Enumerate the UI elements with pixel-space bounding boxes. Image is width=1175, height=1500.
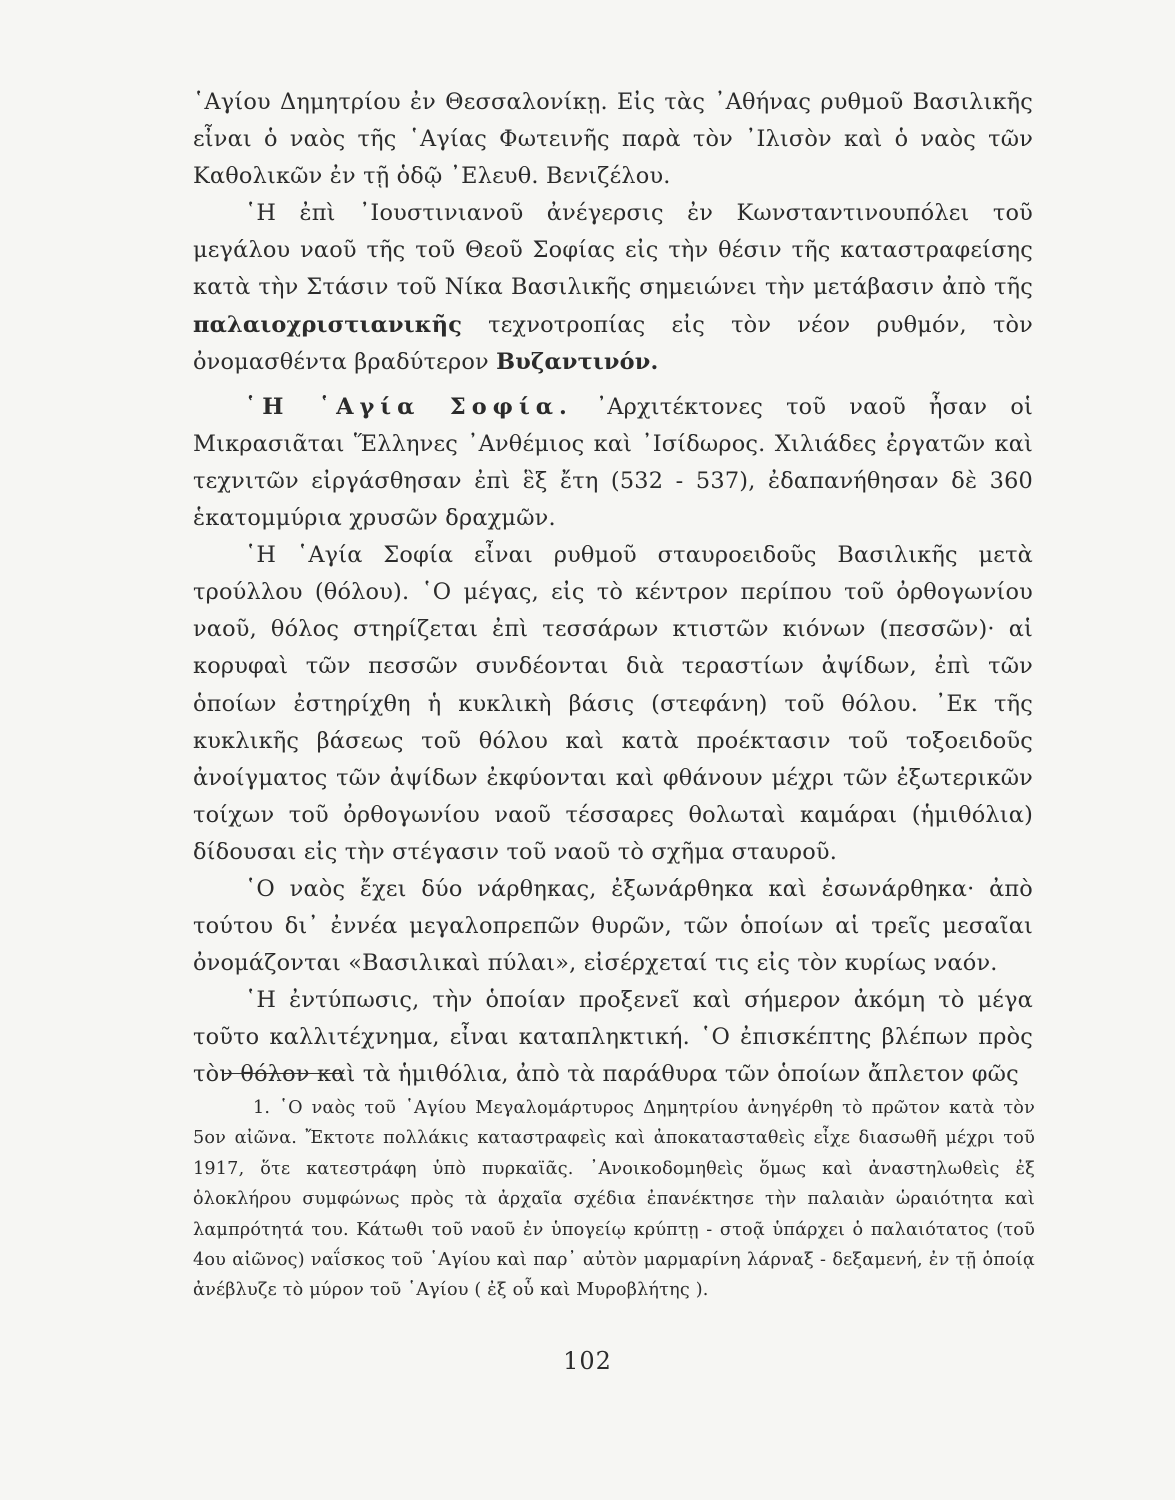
- paragraph-2-text-a: ῾Η ἐπὶ ᾿Ιουστινιανοῦ ἀνέγερσις ἐν Κωνσταντινουπόλει τοῦ μεγάλου ναοῦ τῆς τοῦ Θεοῦ Σοφίας εἰς τὴν θέσιν τῆς καταστραφείσης κατὰ τὴν Στάσιν τοῦ Νίκα Βασιλικῆς σημειώνει τὴν μετάβασιν ἀπὸ τῆς: [193, 200, 1033, 301]
- paragraph-1: [193, 84, 1033, 195]
- paragraph-2-bold-term-2: Βυζαντινόν.: [496, 348, 659, 375]
- paragraph-5-text: ῾Ο ναὸς ἔχει δύο νάρθηκας, ἐξωνάρθηκα καὶ ἐσωνάρθηκα· ἀπὸ τούτου δι᾿ ἐννέα μεγαλοπρεπῶν θυρῶν, τῶν ὁποίων αἱ τρεῖς μεσαῖαι ὀνομάζονται «Βασιλικαὶ πύλαι», εἰσέρχεταί τις εἰς τὸν κυρίως ναόν.: [193, 875, 1033, 977]
- paragraph-3-text: ᾿Αρχιτέκτονες τοῦ ναοῦ ἦσαν οἱ Μικρασιᾶται Ἕλληνες ᾿Ανθέμιος καὶ ᾿Ισίδωρος. Χιλιάδες ἐργατῶν καὶ τεχνιτῶν εἰργάσθησαν ἐπὶ ἓξ ἔτη (532 - 537), ἐδαπανήθησαν δὲ 360 ἑκατομμύρια χρυσῶν δραχμῶν.: [193, 393, 1033, 532]
- paragraph-5: [193, 871, 1033, 982]
- paragraph-6: [193, 982, 1033, 1093]
- footnote-divider: [222, 1073, 344, 1074]
- paragraph-4: [193, 537, 1033, 871]
- page-number: 102: [563, 1347, 612, 1375]
- paragraph-2: [193, 195, 1033, 380]
- paragraph-2-bold-term-1: παλαιοχριστιανικῆς: [193, 311, 463, 338]
- paragraph-3: [193, 389, 1033, 537]
- footnotes: [193, 1093, 1035, 1306]
- paragraph-1-text: ῾Αγίου Δημητρίου ἐν Θεσσαλονίκῃ. Εἰς τὰς ᾿Αθήνας ρυθμοῦ Βασιλικῆς εἶναι ὁ ναὸς τῆς ῾Αγίας Φωτεινῆς παρὰ τὸν ᾿Ιλισὸν καὶ ὁ ναὸς τῶν Καθολικῶν ἐν τῇ ὁδῷ ᾿Ελευθ. Βενιζέλου.: [193, 89, 1033, 190]
- paragraph-6-text: ῾Η ἐντύπωσις, τὴν ὁποίαν προξενεῖ καὶ σήμερον ἀκόμη τὸ μέγα τοῦτο καλλιτέχνημα, εἶναι καταπληκτική. ῾Ο ἐπισκέπτης βλέπων πρὸς τὸν θόλον καὶ τὰ ἡμιθόλια, ἀπὸ τὰ παράθυρα τῶν ὁποίων ἄπλετον φῶς: [193, 987, 1033, 1088]
- footnote-1: 1. ῾Ο ναὸς τοῦ ῾Αγίου Μεγαλομάρτυρος Δημητρίου ἀνηγέρθη τὸ πρῶτον κατὰ τὸν 5ον αἰῶνα. Ἔκτοτε πολλάκις καταστραφεὶς καὶ ἀποκατασταθεὶς εἶχε διασωθῆ μέχρι τοῦ 1917, ὅτε κατεστράφη ὑπὸ πυρκαϊᾶς. ᾿Ανοικοδομηθεὶς ὅμως καὶ ἀναστηλωθεὶς ἐξ ὁλοκλήρου συμφώνως πρὸς τὰ ἀρχαῖα σχέδια ἐπανέκτησε τὴν παλαιὰν ὡραιότητα καὶ λαμπρότητά του. Κάτωθι τοῦ ναοῦ ἐν ὑπογείῳ κρύπτῃ - στοᾷ ὑπάρχει ὁ παλαιότατος (τοῦ 4ου αἰῶνος) ναΐσκος τοῦ ῾Αγίου καὶ παρ᾿ αὐτὸν μαρμαρίνη λάρναξ - δεξαμενή, ἐν τῇ ὁποίᾳ ἀνέβλυζε τὸ μύρον τοῦ ῾Αγίου ( ἐξ οὗ καὶ Μυροβλήτης ).: [193, 1098, 1035, 1301]
- paragraph-2-text-b: τεχνοτροπίας εἰς τὸν νέον ρυθμόν, τὸν ὀνομασθέντα βραδύτερον: [193, 311, 1033, 375]
- section-heading-agia-sofia: ῾Η ῾Αγία Σοφία.: [245, 393, 573, 420]
- main-text: [193, 84, 1033, 1094]
- paragraph-4-text: ῾Η ῾Αγία Σοφία εἶναι ρυθμοῦ σταυροειδοῦς Βασιλικῆς μετὰ τρούλλου (θόλου). ῾Ο μέγας, εἰς τὸ κέντρον περίπου τοῦ ὀρθογωνίου ναοῦ, θόλος στηρίζεται ἐπὶ τεσσάρων κτιστῶν κιόνων (πεσσῶν)· αἱ κορυφαὶ τῶν πεσσῶν συνδέονται διὰ τεραστίων ἀψίδων, ἐπὶ τῶν ὁποίων ἐστηρίχθη ἡ κυκλικὴ βάσις (στεφάνη) τοῦ θόλου. ᾿Εκ τῆς κυκλικῆς βάσεως τοῦ θόλου καὶ κατὰ προέκτασιν τοῦ τοξοειδοῦς ἀνοίγματος τῶν ἀψίδων ἐκφύονται καὶ φθάνουν μέχρι τῶν ἐξωτερικῶν τοίχων τοῦ ὀρθογωνίου ναοῦ τέσσαρες θολωταὶ καμάραι (ἡμιθόλια) δίδουσαι εἰς τὴν στέγασιν τοῦ ναοῦ τὸ σχῆμα σταυροῦ.: [193, 542, 1033, 865]
